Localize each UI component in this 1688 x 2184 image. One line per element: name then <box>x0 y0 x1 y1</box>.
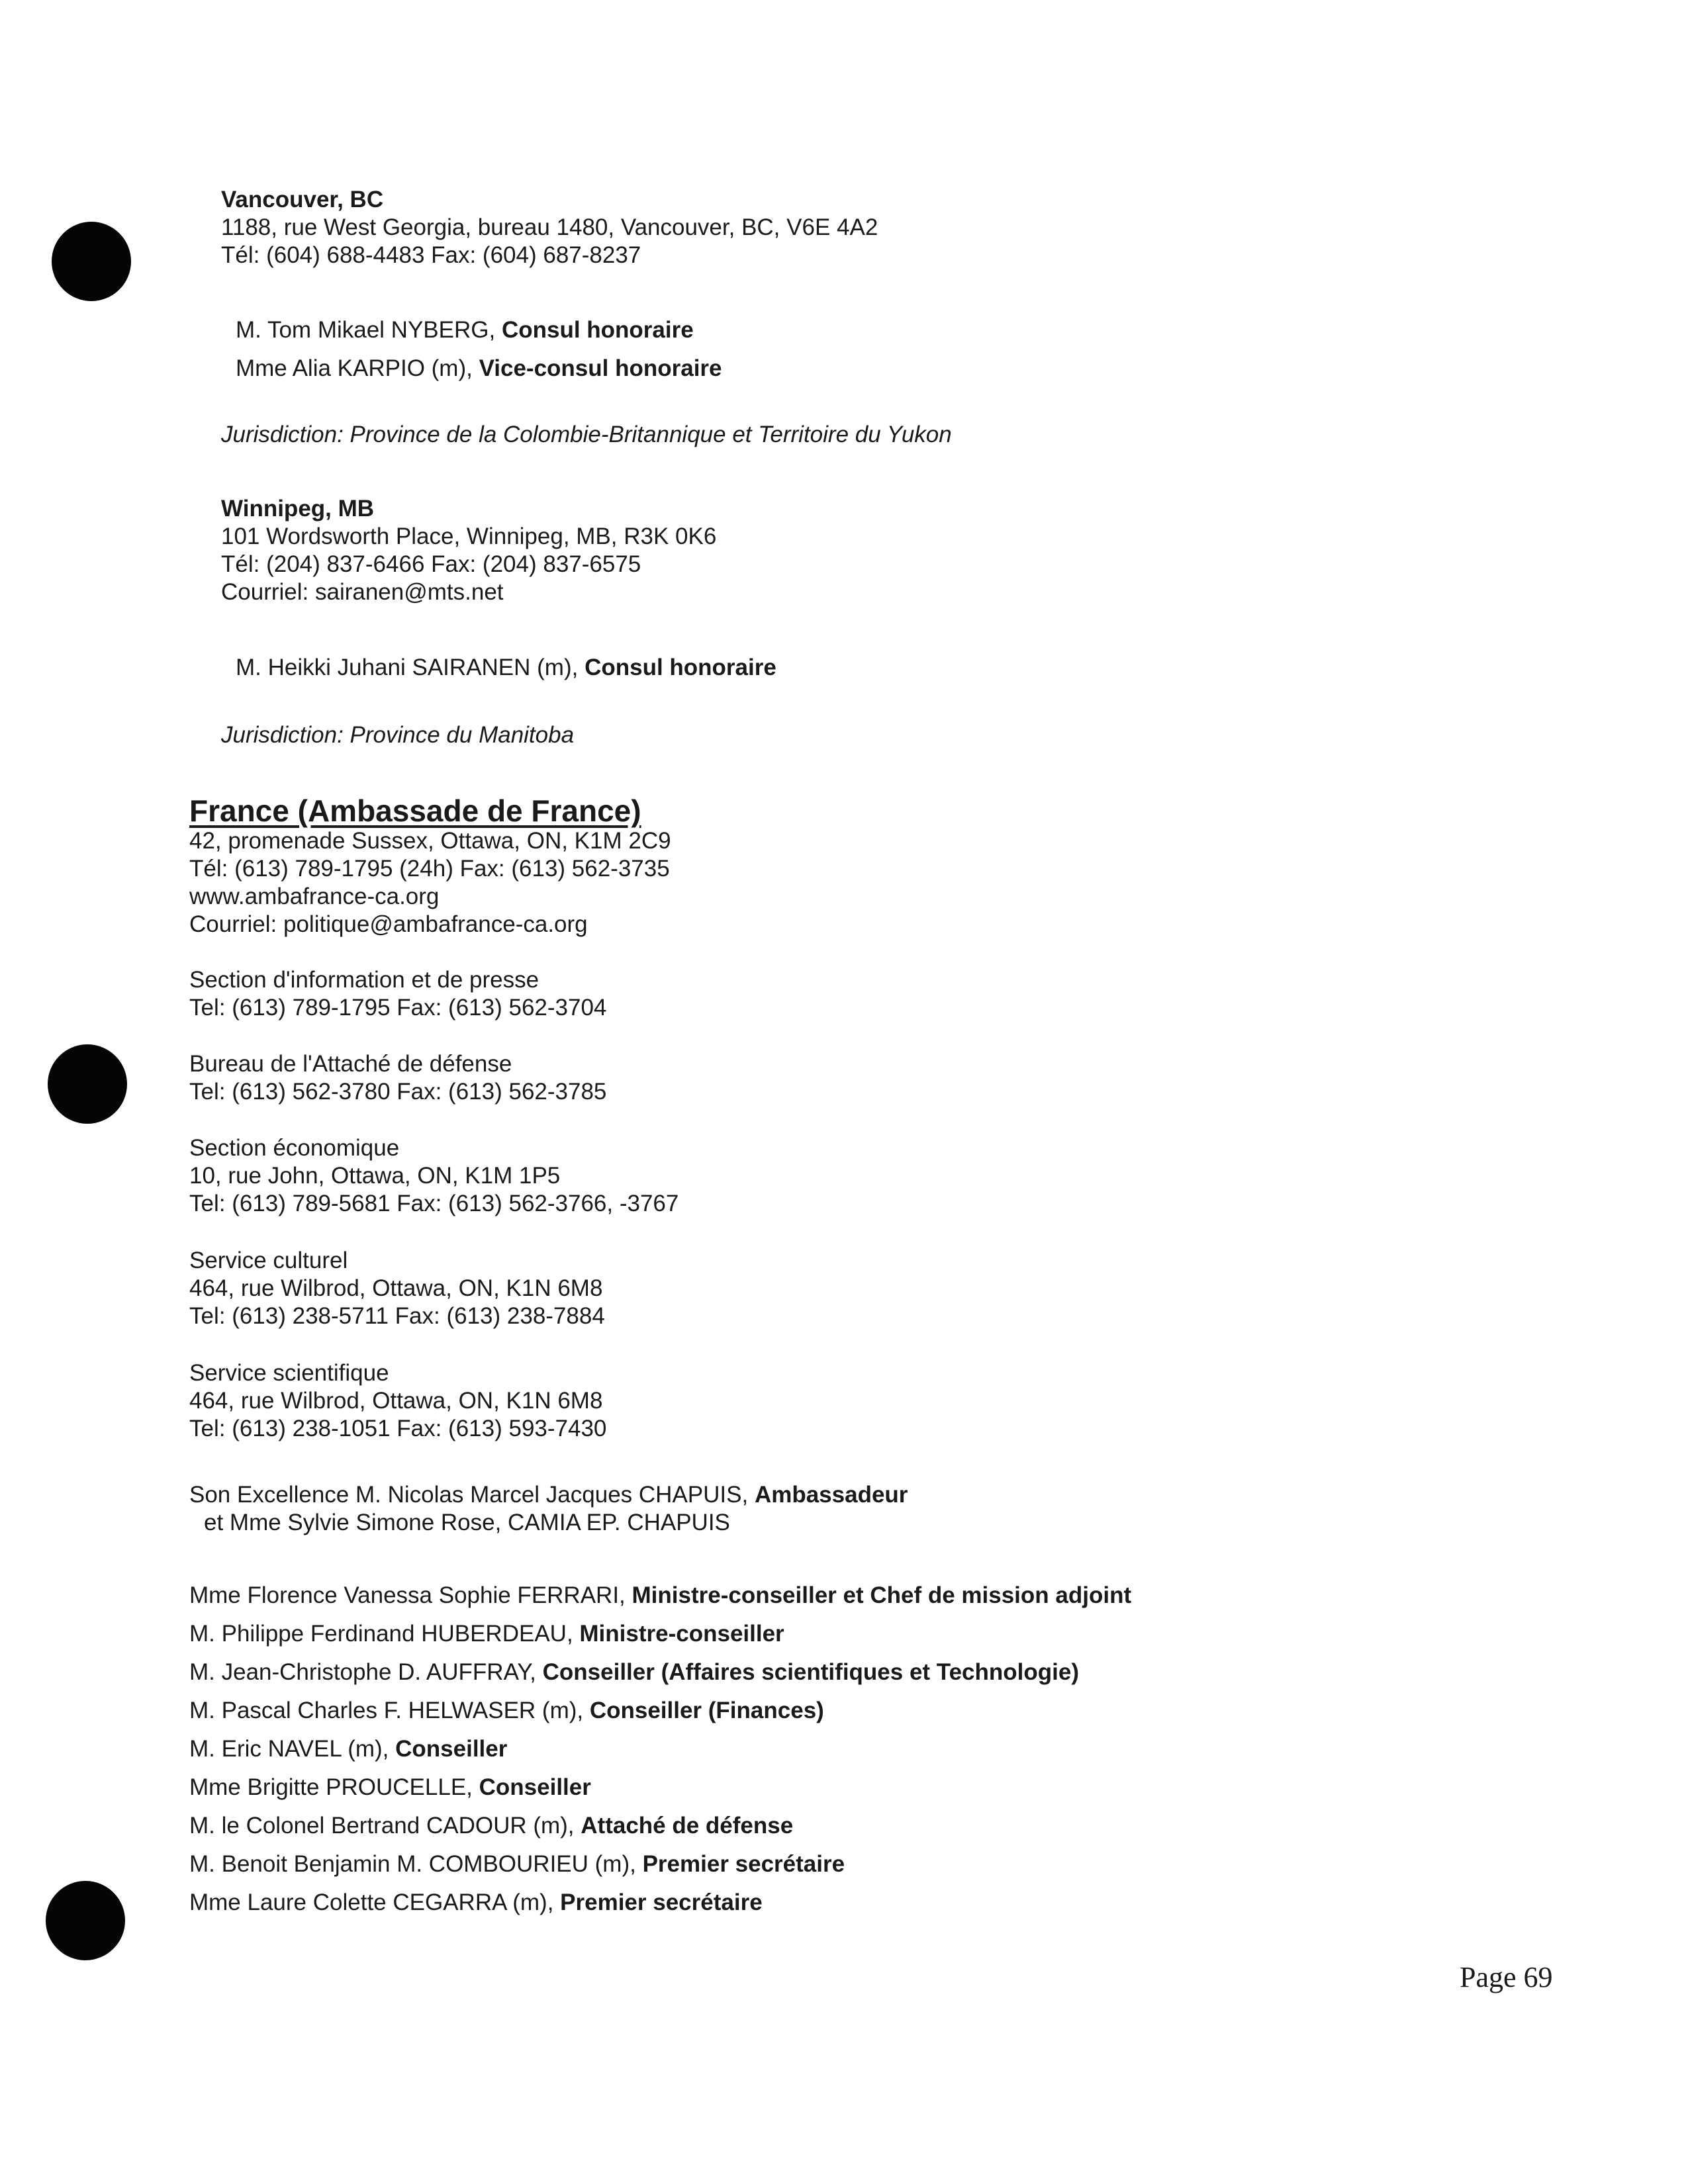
winnipeg-email: Courriel: sairanen@mts.net <box>221 579 504 605</box>
staff-entry: M. Pascal Charles F. HELWASER (m), Conseiller (Finances) <box>189 1698 824 1723</box>
staff-entry: Mme Laure Colette CEGARRA (m), Premier secrétaire <box>189 1889 763 1915</box>
staff-entry: Mme Brigitte PROUCELLE, Conseiller <box>189 1774 591 1800</box>
france-website: www.ambafrance-ca.org <box>189 884 440 909</box>
winnipeg-jurisdiction: Jurisdiction: Province du Manitoba <box>221 722 575 748</box>
person-entry: M. Tom Mikael NYBERG, Consul honoraire <box>236 317 694 343</box>
vancouver-phone: Tél: (604) 688-4483 Fax: (604) 687-8237 <box>221 242 641 268</box>
section-economic: Section économique 10, rue John, Ottawa, ON, K1M 1P5 Tel: (613) 789-5681 Fax: (613) 562-3766, -3767 <box>189 1135 679 1216</box>
winnipeg-block <box>221 495 1688 606</box>
section-defense: Bureau de l'Attaché de défense Tel: (613) 562-3780 Fax: (613) 562-3785 <box>189 1051 607 1105</box>
punch-hole-bottom <box>46 1881 125 1960</box>
staff-entry: M. le Colonel Bertrand CADOUR (m), Attaché de défense <box>189 1813 794 1839</box>
vancouver-address: 1188, rue West Georgia, bureau 1480, Vancouver, BC, V6E 4A2 <box>221 214 878 240</box>
section-press: Section d'information et de presse Tel: (613) 789-1795 Fax: (613) 562-3704 <box>189 967 607 1021</box>
staff-entry: Mme Florence Vanessa Sophie FERRARI, Ministre-conseiller et Chef de mission adjoint <box>189 1582 1132 1608</box>
page-number: Page 69 <box>1460 1961 1553 1993</box>
winnipeg-city: Winnipeg, MB <box>221 496 375 522</box>
vancouver-city: Vancouver, BC <box>221 187 384 212</box>
staff-entry: M. Philippe Ferdinand HUBERDEAU, Ministre-conseiller <box>189 1621 784 1647</box>
staff-entry: M. Benoit Benjamin M. COMBOURIEU (m), Premier secrétaire <box>189 1851 845 1877</box>
person-entry: M. Heikki Juhani SAIRANEN (m), Consul honoraire <box>236 655 776 680</box>
vancouver-people <box>236 311 1688 388</box>
person-entry: Mme Alia KARPIO (m), Vice-consul honoraire <box>236 355 722 381</box>
france-contact <box>189 827 1688 938</box>
france-phone: Tél: (613) 789-1795 (24h) Fax: (613) 562-3735 <box>189 856 670 882</box>
ambassador-entry: Son Excellence M. Nicolas Marcel Jacques CHAPUIS, Ambassadeur et Mme Sylvie Simone Rose, CAMIA EP. CHAPUIS <box>189 1481 1688 1537</box>
winnipeg-people <box>236 649 1688 687</box>
section-cultural: Service culturel 464, rue Wilbrod, Ottawa, ON, K1N 6M8 Tel: (613) 238-5711 Fax: (613) 238-7884 <box>189 1248 605 1329</box>
staff-entry: M. Jean-Christophe D. AUFFRAY, Conseiller (Affaires scientifiques et Technologie) <box>189 1659 1079 1685</box>
ambassador-spouse: et Mme Sylvie Simone Rose, CAMIA EP. CHAPUIS <box>204 1510 730 1535</box>
vancouver-jurisdiction: Jurisdiction: Province de la Colombie-Britannique et Territoire du Yukon <box>221 422 952 447</box>
france-address: 42, promenade Sussex, Ottawa, ON, K1M 2C9 <box>189 828 671 854</box>
section-scientific: Service scientifique 464, rue Wilbrod, Ottawa, ON, K1N 6M8 Tel: (613) 238-1051 Fax: (613) 593-7430 <box>189 1360 607 1441</box>
staff-list <box>189 1576 1688 1922</box>
country-heading: France (Ambassade de France) <box>189 794 641 828</box>
staff-entry: M. Eric NAVEL (m), Conseiller <box>189 1736 508 1762</box>
punch-hole-middle <box>48 1044 127 1124</box>
vancouver-block <box>221 186 1688 269</box>
punch-hole-top <box>52 222 131 301</box>
france-email: Courriel: politique@ambafrance-ca.org <box>189 911 588 937</box>
winnipeg-address: 101 Wordsworth Place, Winnipeg, MB, R3K 0K6 <box>221 523 717 549</box>
winnipeg-phone: Tél: (204) 837-6466 Fax: (204) 837-6575 <box>221 551 641 577</box>
